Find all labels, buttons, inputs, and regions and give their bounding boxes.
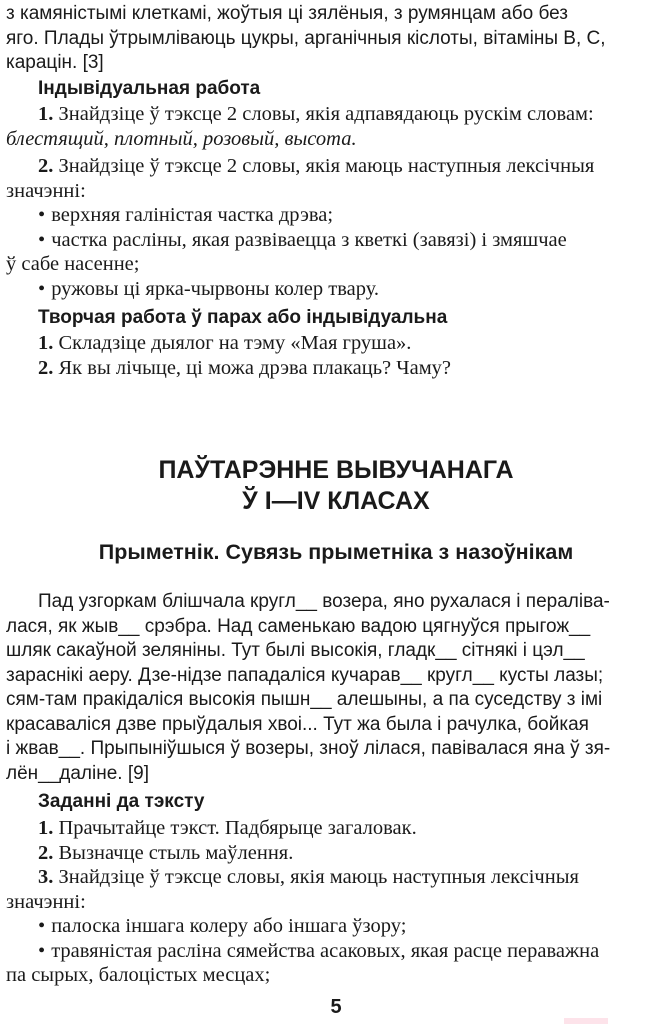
tasks-heading: Заданні да тэксту [38, 791, 205, 812]
task-number: 1. [38, 103, 54, 125]
tasks-list [6, 816, 667, 988]
task-number: 1. [38, 332, 54, 354]
passage-line: лася, як жыв__ срэбра. Над саменькаю вадою цягнуўся прыгож__ [6, 615, 591, 637]
task-text: Як вы лічыце, ці можа дрэва плакаць? Чаму? [58, 356, 452, 379]
passage [6, 590, 667, 786]
passage-line: зараснікі аеру. Дзе-нідзе пападаліся кучарав__ кругл__ кусты лазы; [6, 664, 604, 686]
task-text: Вызначце стыль маўлення. [58, 841, 294, 864]
passage-line: сям-там пракідаліся высокія пышн__ алешыны, а па суседству з імі [6, 689, 603, 710]
passage-line: і жвав__. Прыпыніўшыся ў возеры, зноў лілася, павівалася яна ў зя- [6, 738, 611, 759]
bullet-icon: • [38, 204, 46, 226]
bullet-item [6, 203, 667, 228]
task-number: 3. [38, 866, 54, 888]
text-task-1 [6, 816, 667, 841]
task-2-cont: значэнні: [6, 179, 86, 202]
bullet-cont: па сырых, балоцістых месцах; [6, 964, 271, 986]
task-number: 1. [38, 817, 54, 839]
task-number: 2. [38, 841, 54, 864]
text-task-2 [6, 841, 667, 866]
section-title-line: Ў І—ІV КЛАСАХ [242, 487, 430, 515]
corner-mark [564, 1018, 608, 1024]
individual-work-heading: Індывідуальная работа [38, 78, 261, 99]
bullet-item [6, 914, 667, 939]
bullet-icon: • [38, 277, 46, 300]
text-task-3-cont: значэнні: [6, 890, 86, 913]
task-text: Прачытайце тэкст. Падбярыце загаловак. [58, 817, 417, 839]
creative-task-2 [6, 356, 667, 381]
intro-line: карацін. [3] [6, 52, 104, 73]
russian-words-list: блестящий, плотный, розовый, высота. [6, 127, 357, 150]
bullet-item [6, 939, 667, 964]
section-subtitle: Прыметнік. Сувязь прыметніка з назоўнікам [98, 540, 574, 564]
bullet-text: ружовы ці ярка-чырвоны колер твару. [51, 277, 380, 300]
passage-line: Пад узгоркам блішчала кругл__ возера, яно рухалася і пераліва- [38, 591, 610, 612]
russian-words [6, 127, 667, 152]
creative-work-tasks [6, 331, 667, 380]
task-text: Знайдзіце ў тэксце словы, якія маюць наступныя лексічныя [58, 866, 579, 888]
creative-task-1 [6, 331, 667, 356]
task-number: 2. [38, 155, 54, 177]
task-text: Знайдзіце ў тэксце 2 словы, якія адпавядаюць рускім словам: [58, 103, 594, 125]
individual-work-tasks [6, 102, 667, 301]
bullet-item [6, 228, 667, 253]
bullet-item [6, 277, 667, 302]
text-task-3 [6, 865, 667, 890]
bullet-text: палоска іншага колеру або іншага ўзору; [51, 915, 407, 937]
passage-line: красаваліся дзве прыўдалыя хвоі... Тут жа была і рачулка, бойкая [6, 713, 589, 735]
intro-line: яго. Плады ўтрымліваюць цукры, арганічныя кіслоты, вітаміны В, С, [6, 27, 606, 49]
section-title [0, 455, 672, 517]
task-2 [6, 154, 667, 179]
bullet-text: травяністая расліна сямейства асаковых, якая расце пераважна [51, 939, 600, 962]
section-title-line: ПАЎТАРЭННЕ ВЫВУЧАНАГА [158, 456, 514, 484]
page-number: 5 [330, 996, 342, 1018]
bullet-icon: • [38, 228, 46, 251]
task-1 [6, 102, 667, 127]
creative-work-heading: Творчая работа ў парах або індывідуальна [38, 307, 448, 328]
bullet-text: частка расліны, якая развіваецца з кветкі (завязі) і змяшчае [51, 228, 567, 251]
intro-paragraph [6, 2, 667, 76]
passage-line: лён__даліне. [9] [6, 762, 149, 784]
bullet-text: верхняя галіністая частка дрэва; [51, 204, 334, 226]
intro-line: з камяністымі клеткамі, жоўтыя ці зялёныя, з румянцам або без [6, 3, 568, 24]
passage-line: шляк сакаўной зеляніны. Тут былі высокія, гладк__ сітнякі і цэл__ [6, 640, 585, 661]
bullet-icon: • [38, 915, 46, 937]
task-text: Складзіце дыялог на тэму «Мая груша». [58, 332, 412, 354]
task-text: Знайдзіце ў тэксце 2 словы, якія маюць наступныя лексічныя [58, 155, 595, 177]
task-number: 2. [38, 356, 54, 379]
bullet-icon: • [38, 939, 46, 962]
bullet-cont: ў сабе насенне; [6, 253, 140, 275]
